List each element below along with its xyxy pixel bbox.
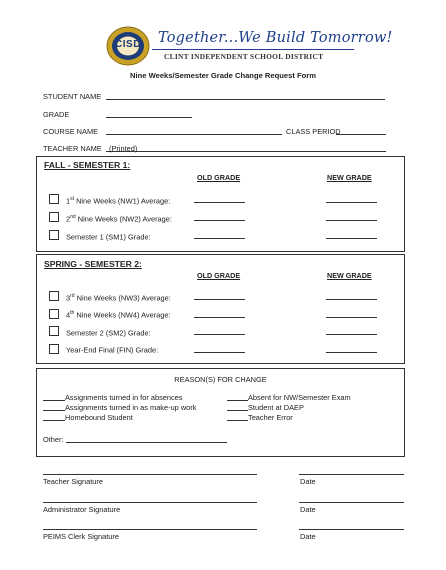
grade-checkbox[interactable] [49, 291, 59, 301]
new-grade-field[interactable] [326, 334, 377, 335]
printed-note: (Printed) [109, 144, 138, 153]
reason-check-blank[interactable] [227, 400, 248, 401]
grade-row-label [66, 195, 170, 205]
old-grade-field[interactable] [194, 238, 245, 239]
label-ordinal: st [70, 195, 75, 202]
label-part: Nine Weeks (NW3) Average: [74, 292, 171, 302]
reason-option: Assignments turned in for absences [65, 393, 183, 402]
reason-check-blank[interactable] [43, 410, 65, 411]
new-grade-field[interactable] [326, 238, 377, 239]
student-name-label: STUDENT NAME [43, 92, 102, 101]
reason-option: Assignments turned in as make-up work [65, 403, 197, 412]
reason-option: Student at DAEP [248, 403, 304, 412]
district-motto: Together...We Build Tomorrow! [158, 30, 393, 46]
signature-label: Teacher Signature [43, 477, 103, 486]
teacher-name-label: TEACHER NAME [43, 144, 102, 153]
old-grade-field[interactable] [194, 220, 245, 221]
reason-check-blank[interactable] [227, 410, 248, 411]
fall-semester-title: FALL - SEMESTER 1: [44, 160, 131, 170]
label-ordinal: rd [70, 292, 75, 299]
student-name-field[interactable] [106, 99, 385, 100]
grade-checkbox[interactable] [49, 309, 59, 319]
grade-row-label [66, 231, 151, 241]
class-period-label: CLASS PERIOD [286, 127, 341, 136]
label-part: Year-End Final (FIN) Grade: [66, 345, 159, 355]
label-part: Nine Weeks (NW1) Average: [74, 195, 171, 205]
label-ordinal: nd [70, 213, 76, 220]
new-grade-field[interactable] [326, 202, 377, 203]
form-title: Nine Weeks/Semester Grade Change Request Form [130, 71, 316, 80]
grade-checkbox[interactable] [49, 194, 59, 204]
motto-underline [152, 49, 354, 50]
spring-new-grade-header: NEW GRADE [327, 271, 372, 280]
grade-row-label [66, 344, 158, 354]
date-line[interactable] [299, 474, 404, 475]
signature-line[interactable] [43, 474, 257, 475]
signature-label: Administrator Signature [43, 505, 121, 514]
old-grade-field[interactable] [194, 202, 245, 203]
logo-text: CISD [115, 39, 141, 50]
grade-row-label [66, 213, 172, 223]
teacher-name-field[interactable] [106, 151, 386, 152]
old-grade-field[interactable] [194, 317, 245, 318]
grade-label: GRADE [43, 110, 70, 119]
reason-check-blank[interactable] [227, 420, 248, 421]
grade-checkbox[interactable] [49, 230, 59, 240]
date-label: Date [300, 505, 316, 514]
district-logo [106, 26, 150, 66]
course-name-label: COURSE NAME [43, 127, 99, 136]
grade-row-label [66, 327, 151, 337]
old-grade-field[interactable] [194, 352, 245, 353]
label-part: 1 [66, 195, 71, 205]
label-part: Nine Weeks (NW2) Average: [75, 213, 172, 223]
grade-row-label [66, 292, 171, 302]
signature-label: PEIMS Clerk Signature [43, 532, 119, 541]
grade-row-label [66, 309, 171, 319]
new-grade-field[interactable] [326, 352, 377, 353]
reason-option: Homebound Student [65, 413, 133, 422]
date-label: Date [300, 532, 316, 541]
class-period-field[interactable] [336, 134, 386, 135]
label-ordinal: th [70, 310, 75, 316]
date-line[interactable] [299, 502, 404, 503]
label-part: Nine Weeks (NW4) Average: [74, 310, 171, 320]
reason-check-blank[interactable] [43, 400, 65, 401]
new-grade-field[interactable] [326, 317, 377, 318]
label-part: 3 [66, 292, 71, 302]
reasons-title: REASON(S) FOR CHANGE [174, 375, 267, 384]
date-line[interactable] [299, 529, 404, 530]
course-name-field[interactable] [106, 134, 282, 135]
grade-checkbox[interactable] [49, 326, 59, 336]
spring-old-grade-header: OLD GRADE [197, 271, 241, 280]
grade-field[interactable] [106, 117, 192, 118]
signature-line[interactable] [43, 529, 257, 530]
old-grade-field[interactable] [194, 334, 245, 335]
reason-option: Absent for NW/Semester Exam [248, 393, 351, 402]
spring-semester-title: SPRING - SEMESTER 2: [44, 259, 142, 269]
grade-checkbox[interactable] [49, 212, 59, 222]
old-grade-field[interactable] [194, 299, 245, 300]
new-grade-field[interactable] [326, 299, 377, 300]
label-part: 4 [66, 310, 71, 320]
other-label: Other: [43, 435, 64, 444]
label-part: Semester 2 (SM2) Grade: [66, 327, 151, 337]
grade-checkbox[interactable] [49, 344, 59, 354]
new-grade-field[interactable] [326, 220, 377, 221]
district-name: CLINT INDEPENDENT SCHOOL DISTRICT [164, 52, 324, 61]
date-label: Date [300, 477, 316, 486]
fall-new-grade-header: NEW GRADE [327, 173, 372, 182]
label-part: 2 [66, 213, 71, 223]
fall-old-grade-header: OLD GRADE [197, 173, 241, 182]
reason-option: Teacher Error [248, 413, 293, 422]
signature-line[interactable] [43, 502, 257, 503]
other-field[interactable] [66, 442, 227, 443]
label-part: Semester 1 (SM1) Grade: [66, 231, 151, 241]
reason-check-blank[interactable] [43, 420, 65, 421]
